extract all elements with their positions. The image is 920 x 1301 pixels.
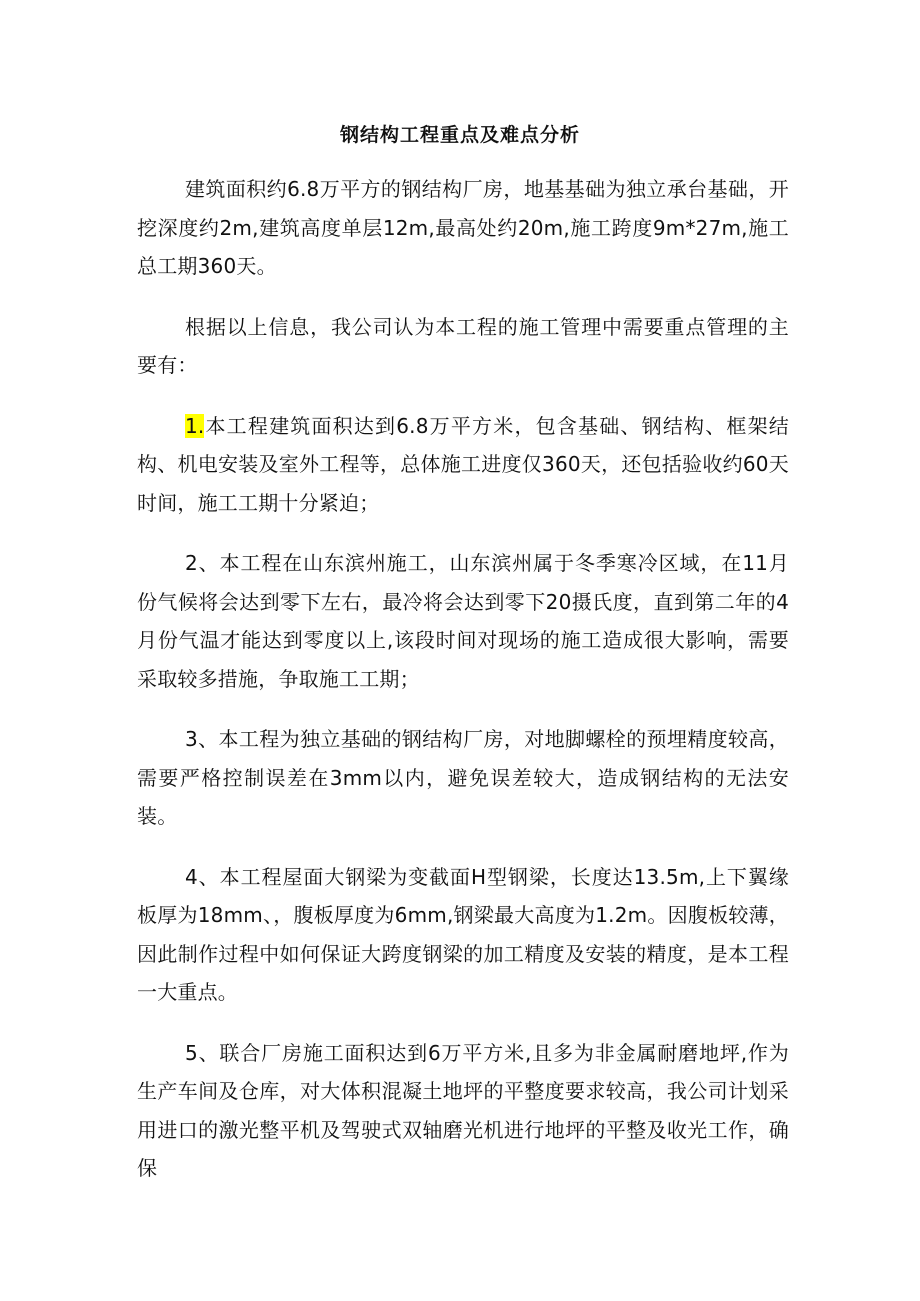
paragraph-text: 2、本工程在山东滨州施工，山东滨州属于冬季寒冷区域，在11月份气候将会达到零下左右，最冷将会达到零下20摄氏度，直到第二年的4月份气温才能达到零度以上,该段时间对现场的施工造成很大影响，需要采取较多措施，争取施工工期； [137,551,789,691]
paragraph-point-3 [137,720,789,836]
paragraph-text: 建筑面积约6.8万平方的钢结构厂房，地基基础为独立承台基础，开挖深度约2m,建筑高度单层12m,最高处约20m,施工跨度9m*27m,施工总工期360天。 [137,177,789,278]
paragraph-point-1 [137,407,789,523]
paragraph-point-2 [137,544,789,698]
paragraph-point-5 [137,1034,789,1188]
document-body [137,170,789,1210]
paragraph-intro [137,308,789,385]
paragraph-text: 5、联合厂房施工面积达到6万平方米,且多为非金属耐磨地坪,作为生产车间及仓库，对大体积混凝土地坪的平整度要求较高，我公司计划采用进口的激光整平机及驾驶式双轴磨光机进行地坪的平整及收光工作，确保 [137,1040,789,1180]
paragraph-text: 4、本工程屋面大钢梁为变截面H型钢梁，长度达13.5m,上下翼缘板厚为18mm、，腹板厚度为6mm,钢梁最大高度为1.2m。因腹板较薄，因此制作过程中如何保证大跨度钢梁的加工精度及安装的精度，是本工程一大重点。 [137,864,789,1004]
paragraph-text: 3、本工程为独立基础的钢结构厂房，对地脚螺栓的预埋精度较高，需要严格控制误差在3mm以内，避免误差较大，造成钢结构的无法安装。 [137,727,789,828]
document-title: 钢结构工程重点及难点分析 [339,124,580,146]
paragraph-text: 本工程建筑面积达到6.8万平方米，包含基础、钢结构、框架结构、机电安装及室外工程等，总体施工进度仅360天，还包括验收约60天时间，施工工期十分紧迫； [137,413,789,515]
paragraph-point-4 [137,858,789,1012]
highlighted-list-marker: 1. [185,413,205,438]
paragraph-text: 根据以上信息，我公司认为本工程的施工管理中需要重点管理的主要有： [137,314,789,377]
paragraph-overview [137,170,789,286]
